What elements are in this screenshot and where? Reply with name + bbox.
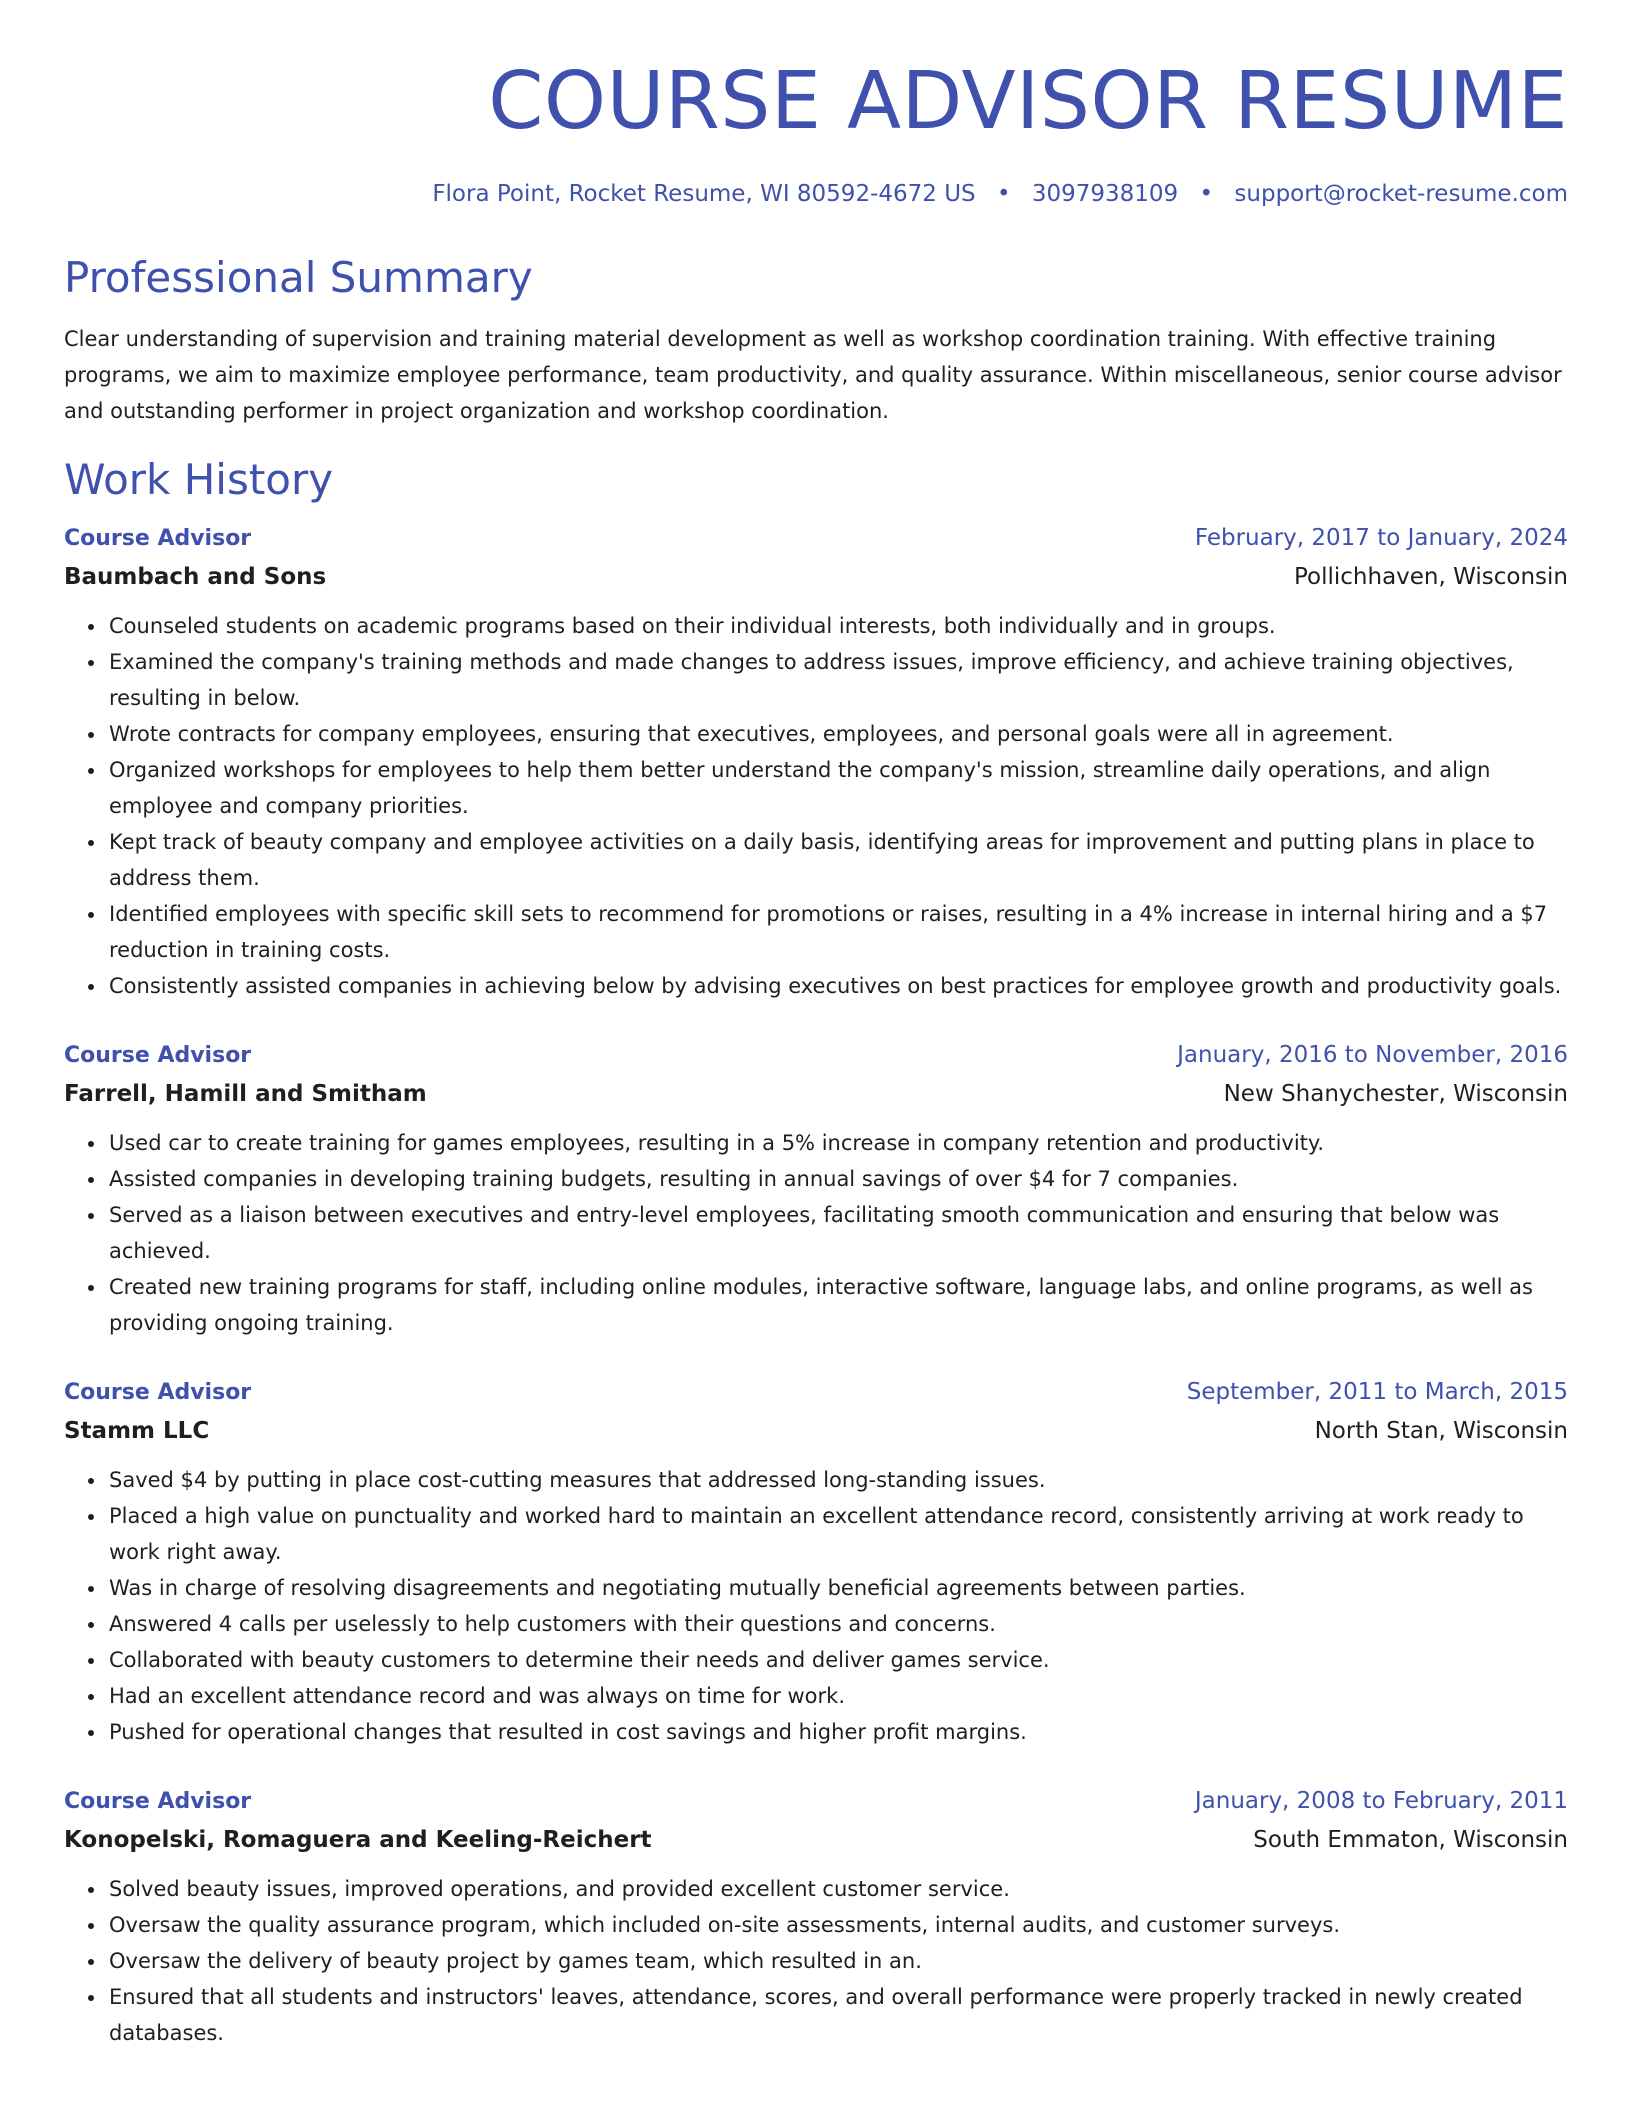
job-bullets bbox=[64, 1462, 1568, 1750]
job-title: Course Advisor bbox=[64, 1380, 252, 1406]
bullet-item: • Pushed for operational changes that resulted in cost savings and higher profit margins. bbox=[107, 1714, 1568, 1750]
bullet-item: • Organized workshops for employees to help them better understand the company's mission, streamline daily operations, and align employee and company priorities. bbox=[107, 752, 1568, 824]
job-location: New Shanychester, Wisconsin bbox=[1223, 1081, 1568, 1108]
contact-address: Flora Point, Rocket Resume, WI 80592-4672 US bbox=[432, 181, 976, 207]
job-title-row bbox=[64, 1036, 1568, 1075]
job-entry bbox=[64, 1036, 1568, 1341]
summary-heading: Professional Summary bbox=[64, 252, 533, 302]
job-bullets bbox=[64, 1871, 1568, 2051]
contact-separator: • bbox=[1199, 181, 1214, 207]
bullet-item: • Ensured that all students and instructors' leaves, attendance, scores, and overall performance were properly tracked in newly created databases. bbox=[107, 1979, 1568, 2051]
job-entry bbox=[64, 1782, 1568, 2051]
bullet-item: • Oversaw the delivery of beauty project by games team, which resulted in an. bbox=[107, 1943, 1568, 1979]
job-company-row bbox=[64, 1412, 1568, 1450]
bullet-item: • Created new training programs for staff, including online modules, interactive software, language labs, and online programs, as well as providing ongoing training. bbox=[107, 1269, 1568, 1341]
job-entry bbox=[64, 1373, 1568, 1750]
job-title: Course Advisor bbox=[64, 1043, 252, 1069]
job-company: Konopelski, Romaguera and Keeling-Reichert bbox=[64, 1827, 652, 1854]
bullet-item: • Was in charge of resolving disagreements and negotiating mutually beneficial agreements between parties. bbox=[107, 1570, 1568, 1606]
job-title-row bbox=[64, 1782, 1568, 1821]
job-dates: January, 2016 to November, 2016 bbox=[1177, 1042, 1568, 1069]
bullet-item: • Consistently assisted companies in achieving below by advising executives on best practices for employee growth and productivity goals. bbox=[107, 968, 1568, 1004]
bullet-item: • Had an excellent attendance record and was always on time for work. bbox=[107, 1678, 1568, 1714]
job-company-row bbox=[64, 558, 1568, 596]
bullet-item: • Served as a liaison between executives and entry-level employees, facilitating smooth communication and ensuring that below was achieved. bbox=[107, 1197, 1568, 1269]
contact-line bbox=[64, 181, 1568, 209]
resume-title: COURSE ADVISOR RESUME bbox=[488, 55, 1568, 147]
job-title: Course Advisor bbox=[64, 1789, 252, 1815]
job-bullets bbox=[64, 608, 1568, 1004]
job-location: North Stan, Wisconsin bbox=[1314, 1418, 1568, 1445]
job-bullets bbox=[64, 1125, 1568, 1341]
job-dates: September, 2011 to March, 2015 bbox=[1186, 1379, 1568, 1406]
bullet-item: • Identified employees with specific skill sets to recommend for promotions or raises, resulting in a 4% increase in internal hiring and a $7 reduction in training costs. bbox=[107, 896, 1568, 968]
bullet-item: • Wrote contracts for company employees, ensuring that executives, employees, and personal goals were all in agreement. bbox=[107, 716, 1568, 752]
job-title-row bbox=[64, 519, 1568, 558]
bullet-item: • Examined the company's training methods and made changes to address issues, improve efficiency, and achieve training objectives, resulting in below. bbox=[107, 644, 1568, 716]
job-company-row bbox=[64, 1075, 1568, 1113]
job-company: Stamm LLC bbox=[64, 1418, 210, 1445]
job-location: South Emmaton, Wisconsin bbox=[1253, 1827, 1568, 1854]
job-location: Pollichhaven, Wisconsin bbox=[1293, 564, 1568, 591]
bullet-item: • Kept track of beauty company and employee activities on a daily basis, identifying areas for improvement and putting plans in place to address them. bbox=[107, 824, 1568, 896]
bullet-item: • Oversaw the quality assurance program, which included on-site assessments, internal audits, and customer surveys. bbox=[107, 1907, 1568, 1943]
job-title: Course Advisor bbox=[64, 526, 252, 552]
job-company: Baumbach and Sons bbox=[64, 564, 327, 591]
bullet-item: • Solved beauty issues, improved operations, and provided excellent customer service. bbox=[107, 1871, 1568, 1907]
contact-phone: 3097938109 bbox=[1031, 181, 1179, 207]
job-title-row bbox=[64, 1373, 1568, 1412]
job-company-row bbox=[64, 1821, 1568, 1859]
job-dates: February, 2017 to January, 2024 bbox=[1194, 525, 1568, 552]
contact-email: support@rocket-resume.com bbox=[1234, 181, 1568, 207]
bullet-item: • Answered 4 calls per uselessly to help customers with their questions and concerns. bbox=[107, 1606, 1568, 1642]
job-entry bbox=[64, 519, 1568, 1004]
bullet-item: • Placed a high value on punctuality and worked hard to maintain an excellent attendance record, consistently arriving at work ready to work right away. bbox=[107, 1498, 1568, 1570]
job-company: Farrell, Hamill and Smitham bbox=[64, 1081, 427, 1108]
bullet-item: • Saved $4 by putting in place cost-cutting measures that addressed long-standing issues. bbox=[107, 1462, 1568, 1498]
resume-page bbox=[64, 0, 1568, 2051]
bullet-item: • Used car to create training for games employees, resulting in a 5% increase in company retention and productivity. bbox=[107, 1125, 1568, 1161]
bullet-item: • Collaborated with beauty customers to determine their needs and deliver games service. bbox=[107, 1642, 1568, 1678]
job-dates: January, 2008 to February, 2011 bbox=[1194, 1788, 1568, 1815]
bullet-item: • Assisted companies in developing training budgets, resulting in annual savings of over $4 for 7 companies. bbox=[107, 1161, 1568, 1197]
contact-separator: • bbox=[996, 181, 1011, 207]
work-history-heading: Work History bbox=[64, 454, 334, 504]
bullet-item: • Counseled students on academic programs based on their individual interests, both individually and in groups. bbox=[107, 608, 1568, 644]
summary-text: Clear understanding of supervision and training material development as well as workshop coordination training. With effective training programs, we aim to maximize employee performance, team productivity, and quality assurance. Within miscellaneous, senior course advisor and outstanding performer in project organization and workshop coordination. bbox=[64, 326, 1562, 423]
